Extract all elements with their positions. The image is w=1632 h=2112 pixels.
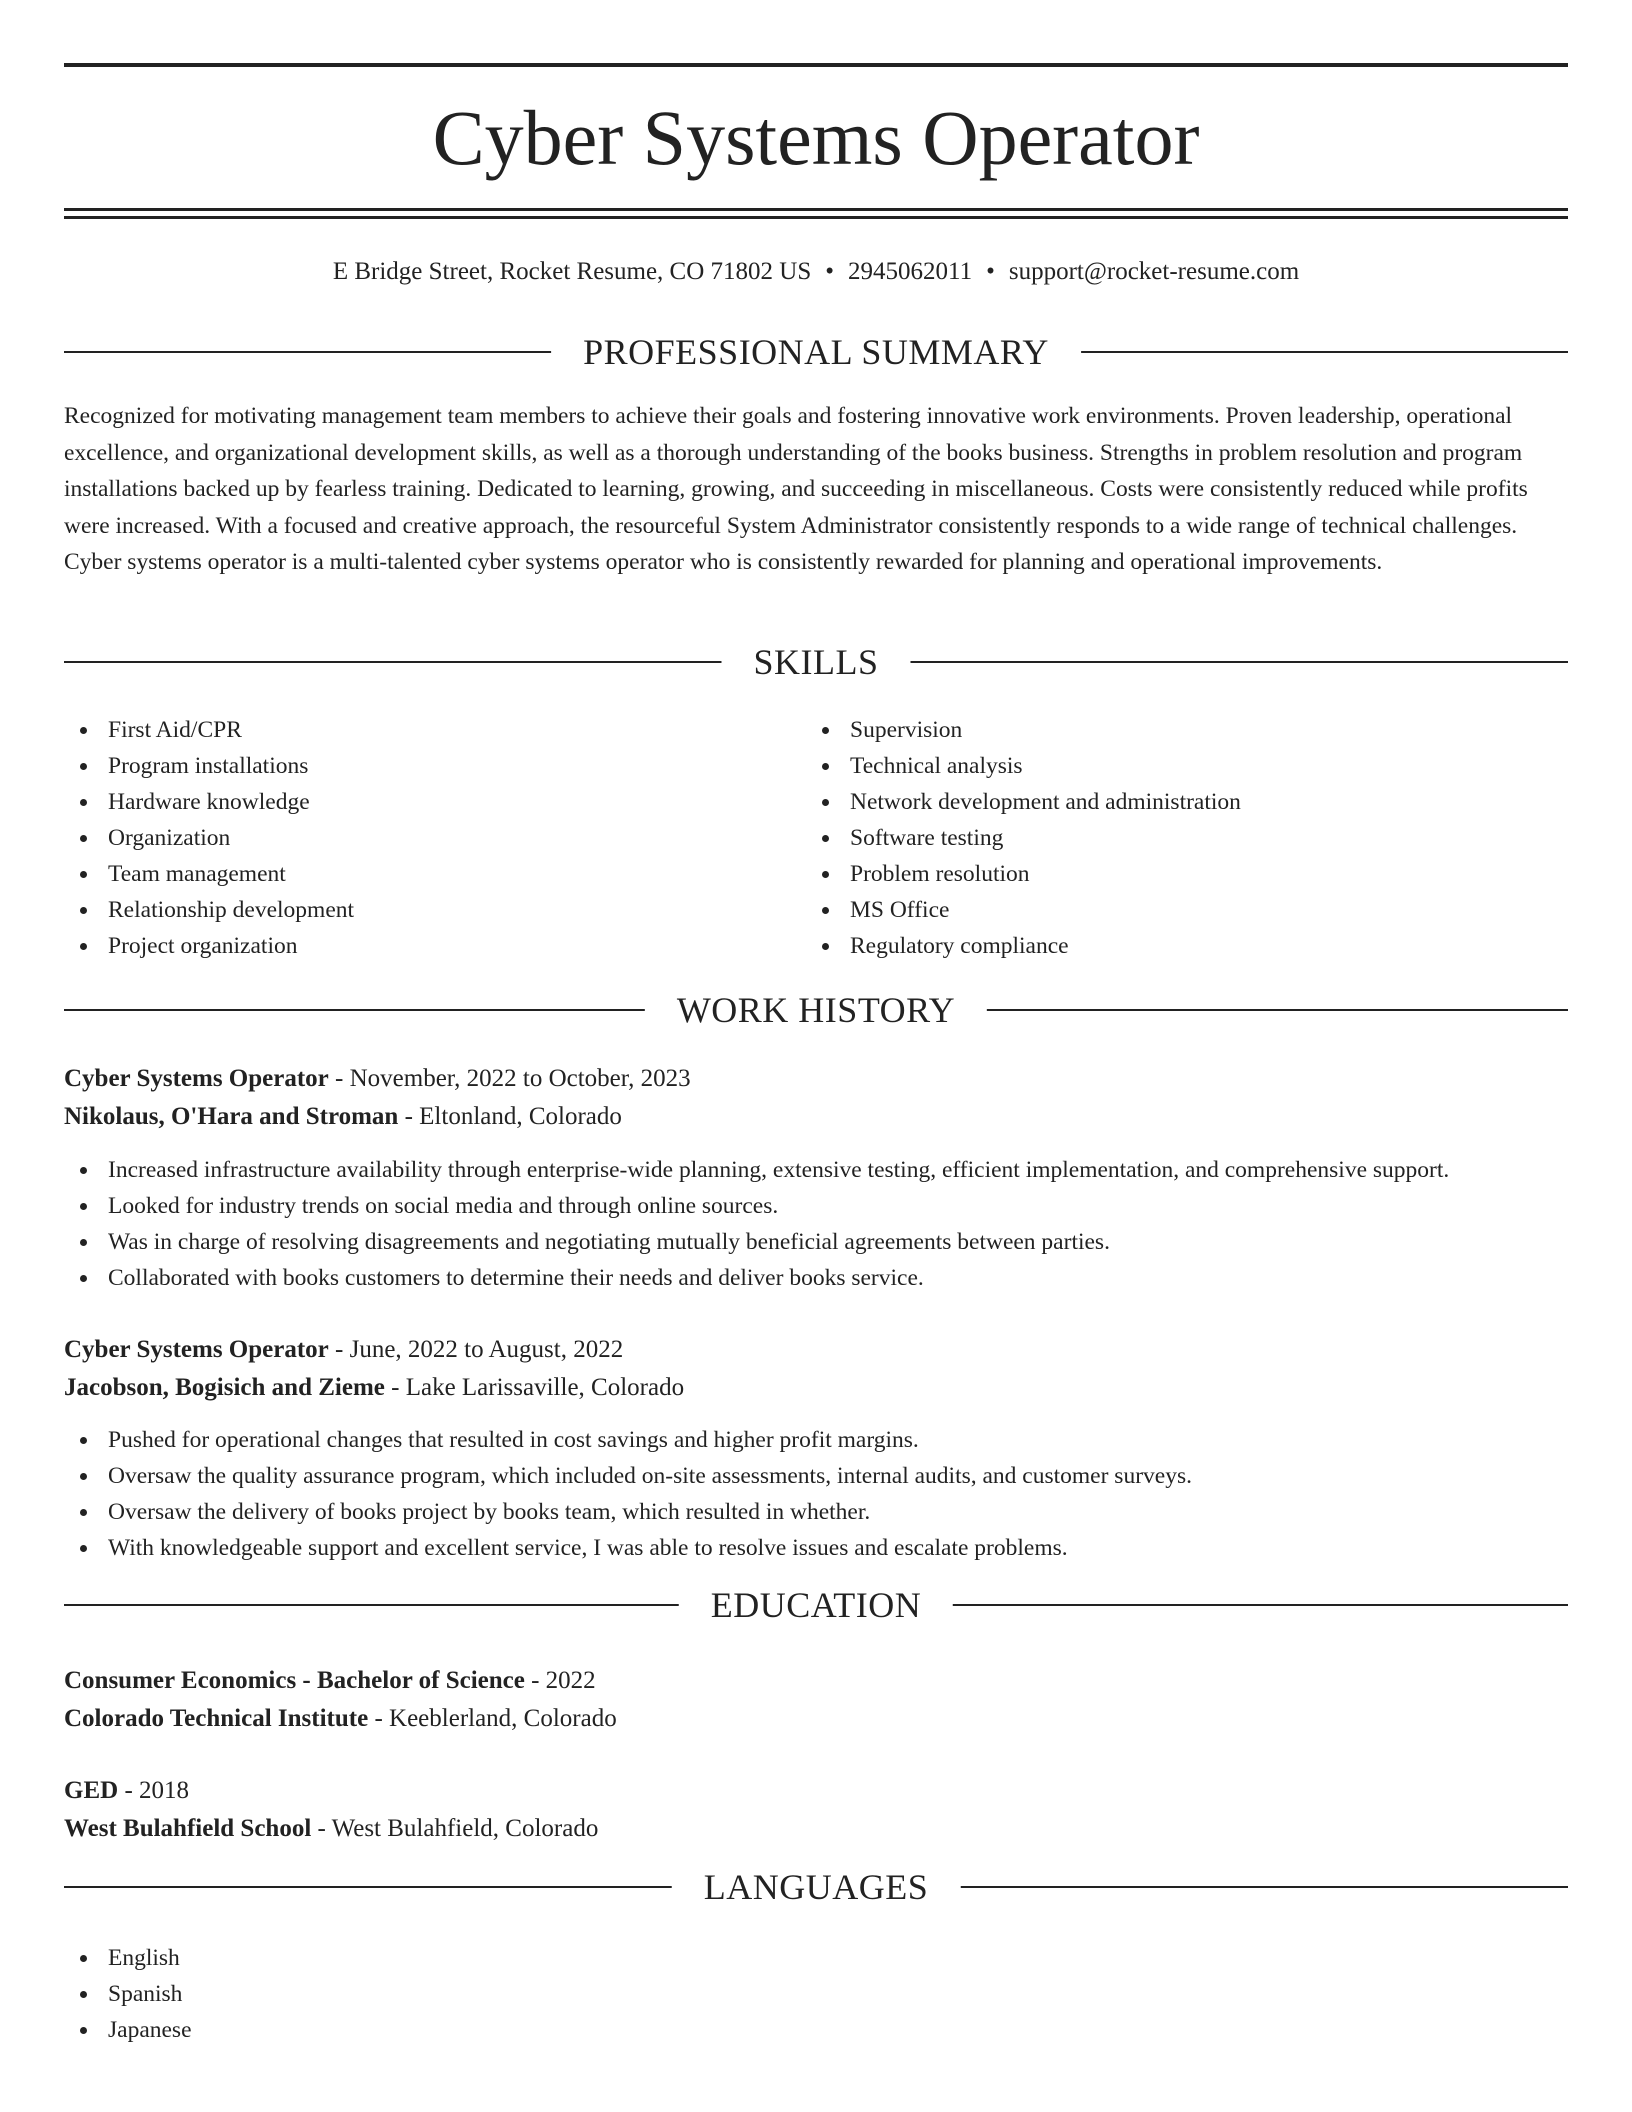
job-title: Cyber Systems Operator — [64, 1065, 329, 1092]
skill-item: First Aid/CPR — [64, 712, 804, 748]
resume-name: Cyber Systems Operator — [432, 94, 1200, 181]
section-title: EDUCATION — [679, 1580, 953, 1630]
education-school-line — [64, 1810, 1568, 1848]
language-item: English — [64, 1940, 1568, 1976]
skill-item: Project organization — [64, 928, 804, 964]
skill-item: Technical analysis — [806, 748, 1546, 784]
header-top-rule — [64, 63, 1568, 67]
job-bullet: Pushed for operational changes that resulted in cost savings and higher profit margins. — [64, 1422, 1568, 1458]
skill-item: Network development and administration — [806, 784, 1546, 820]
section-title: WORK HISTORY — [645, 985, 987, 1035]
contact-line — [64, 254, 1568, 290]
job-bullet-list — [64, 1422, 1568, 1566]
skill-item: Organization — [64, 820, 804, 856]
job-location: - Eltonland, Colorado — [398, 1103, 622, 1130]
skill-item: Software testing — [806, 820, 1546, 856]
job-company-line — [64, 1098, 1568, 1136]
skills-list-right — [806, 712, 1546, 964]
skill-item: Regulatory compliance — [806, 928, 1546, 964]
job-bullet: Increased infrastructure availability through enterprise-wide planning, extensive testing, efficient implementation, and comprehensive support. — [64, 1152, 1568, 1188]
summary-paragraph: Recognized for motivating management team members to achieve their goals and fostering innovative work environments. Proven leadership, operational excellence, and organizational development skills, as well as a thorough understanding of the books business. Strengths in problem resolution and program installations backed up by fearless training. Dedicated to learning, growing, and succeeding in miscellaneous. Costs were consistently reduced while profits were increased. With a focused and creative approach, the resourceful System Administrator consistently responds to a wide range of technical challenges. Cyber systems operator is a multi-talented cyber systems operator who is consistently rewarded for planning and operational improvements. — [64, 403, 1528, 575]
education-location: - Keeblerland, Colorado — [368, 1705, 617, 1732]
section-header-summary — [64, 327, 1568, 377]
education-year: - 2018 — [118, 1777, 190, 1804]
job-entry-heading — [64, 1331, 1568, 1407]
job-bullet-list — [64, 1152, 1568, 1296]
job-dates: - November, 2022 to October, 2023 — [328, 1065, 691, 1092]
education-school: West Bulahfield School — [64, 1815, 312, 1842]
job-bullet: Oversaw the delivery of books project by books team, which resulted in whether. — [64, 1494, 1568, 1530]
job-bullet: Collaborated with books customers to determine their needs and deliver books service. — [64, 1260, 1568, 1296]
skill-item: Relationship development — [64, 892, 804, 928]
education-school-line — [64, 1700, 1568, 1738]
education-degree: Consumer Economics - Bachelor of Science — [64, 1667, 525, 1694]
job-title: Cyber Systems Operator — [64, 1336, 329, 1363]
section-header-languages — [64, 1862, 1568, 1912]
contact-separator: • — [825, 258, 835, 285]
language-item: Spanish — [64, 1976, 1568, 2012]
skill-item: MS Office — [806, 892, 1546, 928]
education-entry — [64, 1772, 1568, 1848]
section-header-education — [64, 1580, 1568, 1630]
job-title-line — [64, 1060, 1568, 1098]
section-header-work-history — [64, 985, 1568, 1035]
education-degree: GED — [64, 1777, 119, 1804]
section-title: SKILLS — [721, 637, 910, 687]
contact-email: support@rocket-resume.com — [1008, 258, 1300, 285]
job-company-line — [64, 1369, 1568, 1407]
education-location: - West Bulahfield, Colorado — [311, 1815, 599, 1842]
education-entry — [64, 1662, 1568, 1738]
job-bullet: Was in charge of resolving disagreements and negotiating mutually beneficial agreements between parties. — [64, 1224, 1568, 1260]
job-company: Jacobson, Bogisich and Zieme — [64, 1374, 385, 1401]
job-bullet: With knowledgeable support and excellent service, I was able to resolve issues and escalate problems. — [64, 1530, 1568, 1566]
education-year: - 2022 — [524, 1667, 596, 1694]
job-bullet: Oversaw the quality assurance program, which included on-site assessments, internal audits, and customer surveys. — [64, 1458, 1568, 1494]
section-header-skills — [64, 637, 1568, 687]
job-company: Nikolaus, O'Hara and Stroman — [64, 1103, 399, 1130]
skill-item: Team management — [64, 856, 804, 892]
section-title: PROFESSIONAL SUMMARY — [551, 327, 1081, 377]
header-double-rule-lower — [64, 216, 1568, 219]
contact-separator: • — [986, 258, 995, 285]
education-degree-line — [64, 1772, 1568, 1810]
job-title-line — [64, 1331, 1568, 1369]
language-item: Japanese — [64, 2012, 1568, 2048]
contact-phone: 2945062011 — [848, 258, 973, 285]
job-dates: - June, 2022 to August, 2022 — [328, 1336, 624, 1363]
section-title: LANGUAGES — [672, 1862, 961, 1912]
skill-item: Program installations — [64, 748, 804, 784]
skill-item: Hardware knowledge — [64, 784, 804, 820]
education-degree-line — [64, 1662, 1568, 1700]
education-school: Colorado Technical Institute — [64, 1705, 369, 1732]
job-location: - Lake Larissaville, Colorado — [384, 1374, 685, 1401]
skills-list-left — [64, 712, 804, 964]
skill-item: Problem resolution — [806, 856, 1546, 892]
job-bullet: Looked for industry trends on social media and through online sources. — [64, 1188, 1568, 1224]
job-entry-heading — [64, 1060, 1568, 1136]
contact-address: E Bridge Street, Rocket Resume, CO 71802 US — [332, 258, 812, 285]
header-double-rule-upper — [64, 208, 1568, 211]
skill-item: Supervision — [806, 712, 1546, 748]
languages-list — [64, 1940, 1568, 2048]
